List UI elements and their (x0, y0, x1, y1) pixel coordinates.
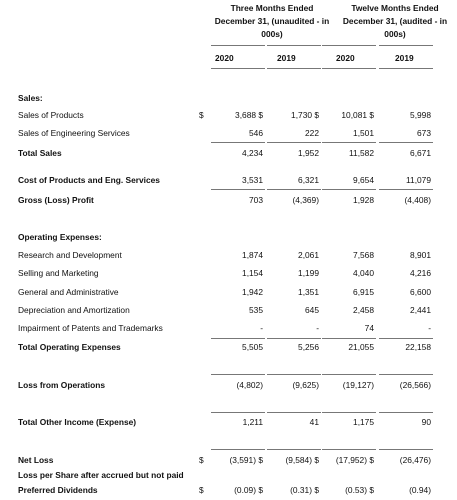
cell-total-sales-col1: 4,234 (242, 148, 263, 158)
divider-line (379, 45, 433, 46)
cell-research-col1: 1,874 (242, 250, 263, 260)
cell-other-income-col2: 41 (309, 417, 319, 427)
cell-general-col1: 1,942 (242, 287, 263, 297)
cell-gross-profit-col3: 1,928 (353, 195, 374, 205)
row-label-general: General and Administrative (18, 287, 119, 297)
cell-other-income-col1: 1,211 (242, 417, 263, 427)
cell-depreciation-col3: 2,458 (353, 305, 374, 315)
cell-loss-per-share-line2-col3: (0.53) $ (345, 485, 374, 495)
header-three-months: Three Months Ended December 31, (unaudited - in 000s) (214, 3, 330, 39)
divider-line (267, 142, 321, 143)
header-twelve-months: Twelve Months Ended December 31, (audited - in 000s) (342, 3, 448, 39)
divider-line (322, 449, 376, 450)
row-label-net-loss: Net Loss (18, 455, 54, 465)
divider-line (267, 338, 321, 339)
dollar-sign-loss-per-share-line2: $ (199, 485, 204, 495)
cell-sales-of-products-col2: 1,730 $ (291, 110, 319, 120)
row-label-total-sales: Total Sales (18, 148, 62, 158)
divider-line (322, 374, 376, 375)
row-label-total-opex: Total Operating Expenses (18, 342, 121, 352)
cell-total-opex-col3: 21,055 (348, 342, 374, 352)
cell-sales-of-products-col4: 5,998 (410, 110, 431, 120)
cell-cost-of-products-col2: 6,321 (298, 175, 319, 185)
cell-general-col3: 6,915 (353, 287, 374, 297)
cell-gross-profit-col2: (4,369) (292, 195, 319, 205)
divider-line (322, 338, 376, 339)
cell-depreciation-col4: 2,441 (410, 305, 431, 315)
row-label-research: Research and Development (18, 250, 122, 260)
cell-selling-col4: 4,216 (410, 268, 431, 278)
cell-gross-profit-col1: 703 (249, 195, 263, 205)
cell-net-loss-col2: (9,584) $ (285, 455, 319, 465)
year-header-2: 2019 (277, 53, 296, 63)
divider-line (267, 45, 321, 46)
divider-line (211, 338, 265, 339)
cell-general-col4: 6,600 (410, 287, 431, 297)
cell-other-income-col4: 90 (421, 417, 431, 427)
cell-loss-per-share-line2-col2: (0.31) $ (290, 485, 319, 495)
cell-loss-per-share-line2-col1: (0.09) $ (234, 485, 263, 495)
cell-total-opex-col4: 22,158 (405, 342, 431, 352)
cell-total-opex-col1: 5,505 (242, 342, 263, 352)
year-header-1: 2020 (215, 53, 234, 63)
row-label-other-income: Total Other Income (Expense) (18, 417, 137, 427)
row-label-cost-of-products: Cost of Products and Eng. Services (18, 175, 160, 185)
cell-loss-from-operations-col2: (9,625) (292, 380, 319, 390)
cell-cost-of-products-col4: 11,079 (406, 175, 431, 185)
divider-line (379, 449, 433, 450)
row-label-opex-header: Operating Expenses: (18, 232, 102, 242)
row-label-gross-profit: Gross (Loss) Profit (18, 195, 94, 205)
divider-line (379, 68, 433, 69)
cell-sales-engineering-col1: 546 (249, 128, 263, 138)
divider-line (211, 189, 265, 190)
cell-depreciation-col1: 535 (249, 305, 263, 315)
divider-line (322, 412, 376, 413)
cell-cost-of-products-col1: 3,531 (242, 175, 263, 185)
row-label-depreciation: Depreciation and Amortization (18, 305, 130, 315)
row-label-impairment: Impairment of Patents and Trademarks (18, 323, 163, 333)
cell-total-sales-col4: 6,671 (410, 148, 431, 158)
cell-impairment-col2: - (316, 323, 319, 333)
cell-net-loss-col3: (17,952) $ (335, 455, 374, 465)
divider-line (267, 68, 321, 69)
cell-depreciation-col2: 645 (305, 305, 319, 315)
cell-selling-col3: 4,040 (353, 268, 374, 278)
year-header-4: 2019 (395, 53, 414, 63)
divider-line (322, 142, 376, 143)
row-label-loss-per-share-line2: Preferred Dividends (18, 485, 98, 495)
cell-loss-from-operations-col4: (26,566) (399, 380, 431, 390)
cell-general-col2: 1,351 (298, 287, 319, 297)
divider-line (211, 142, 265, 143)
divider-line (267, 189, 321, 190)
cell-research-col4: 8,901 (410, 250, 431, 260)
divider-line (267, 449, 321, 450)
cell-loss-from-operations-col1: (4,802) (236, 380, 263, 390)
divider-line (211, 374, 265, 375)
cell-sales-engineering-col3: 1,501 (353, 128, 374, 138)
cell-impairment-col3: 74 (364, 323, 374, 333)
divider-line (211, 412, 265, 413)
divider-line (379, 338, 433, 339)
divider-line (211, 68, 265, 69)
row-label-loss-per-share-line1: Loss per Share after accrued but not paid (18, 470, 184, 480)
row-label-selling: Selling and Marketing (18, 268, 99, 278)
dollar-sign-sales-of-products: $ (199, 110, 204, 120)
divider-line (322, 68, 376, 69)
divider-line (211, 45, 265, 46)
cell-net-loss-col1: (3,591) $ (229, 455, 263, 465)
cell-research-col3: 7,568 (353, 250, 374, 260)
cell-sales-engineering-col4: 673 (417, 128, 431, 138)
cell-selling-col2: 1,199 (298, 268, 319, 278)
row-label-loss-from-operations: Loss from Operations (18, 380, 106, 390)
cell-loss-per-share-line2-col4: (0.94) (409, 485, 431, 495)
cell-sales-engineering-col2: 222 (305, 128, 319, 138)
divider-line (267, 374, 321, 375)
divider-line (211, 449, 265, 450)
divider-line (267, 412, 321, 413)
divider-line (379, 374, 433, 375)
cell-total-sales-col2: 1,952 (298, 148, 319, 158)
dollar-sign-net-loss: $ (199, 455, 204, 465)
cell-total-opex-col2: 5,256 (298, 342, 319, 352)
cell-gross-profit-col4: (4,408) (404, 195, 431, 205)
divider-line (379, 189, 433, 190)
year-header-3: 2020 (336, 53, 355, 63)
cell-sales-of-products-col1: 3,688 $ (235, 110, 263, 120)
row-label-sales-engineering: Sales of Engineering Services (18, 128, 130, 138)
divider-line (379, 412, 433, 413)
cell-loss-from-operations-col3: (19,127) (342, 380, 374, 390)
cell-net-loss-col4: (26,476) (399, 455, 431, 465)
cell-impairment-col1: - (260, 323, 263, 333)
cell-other-income-col3: 1,175 (353, 417, 374, 427)
cell-research-col2: 2,061 (298, 250, 319, 260)
cell-sales-of-products-col3: 10,081 $ (341, 110, 374, 120)
row-label-sales-header: Sales: (18, 93, 43, 103)
divider-line (379, 142, 433, 143)
cell-selling-col1: 1,154 (242, 268, 263, 278)
divider-line (322, 189, 376, 190)
divider-line (322, 45, 376, 46)
cell-total-sales-col3: 11,582 (349, 148, 374, 158)
cell-impairment-col4: - (428, 323, 431, 333)
cell-cost-of-products-col3: 9,654 (353, 175, 374, 185)
row-label-sales-of-products: Sales of Products (18, 110, 84, 120)
